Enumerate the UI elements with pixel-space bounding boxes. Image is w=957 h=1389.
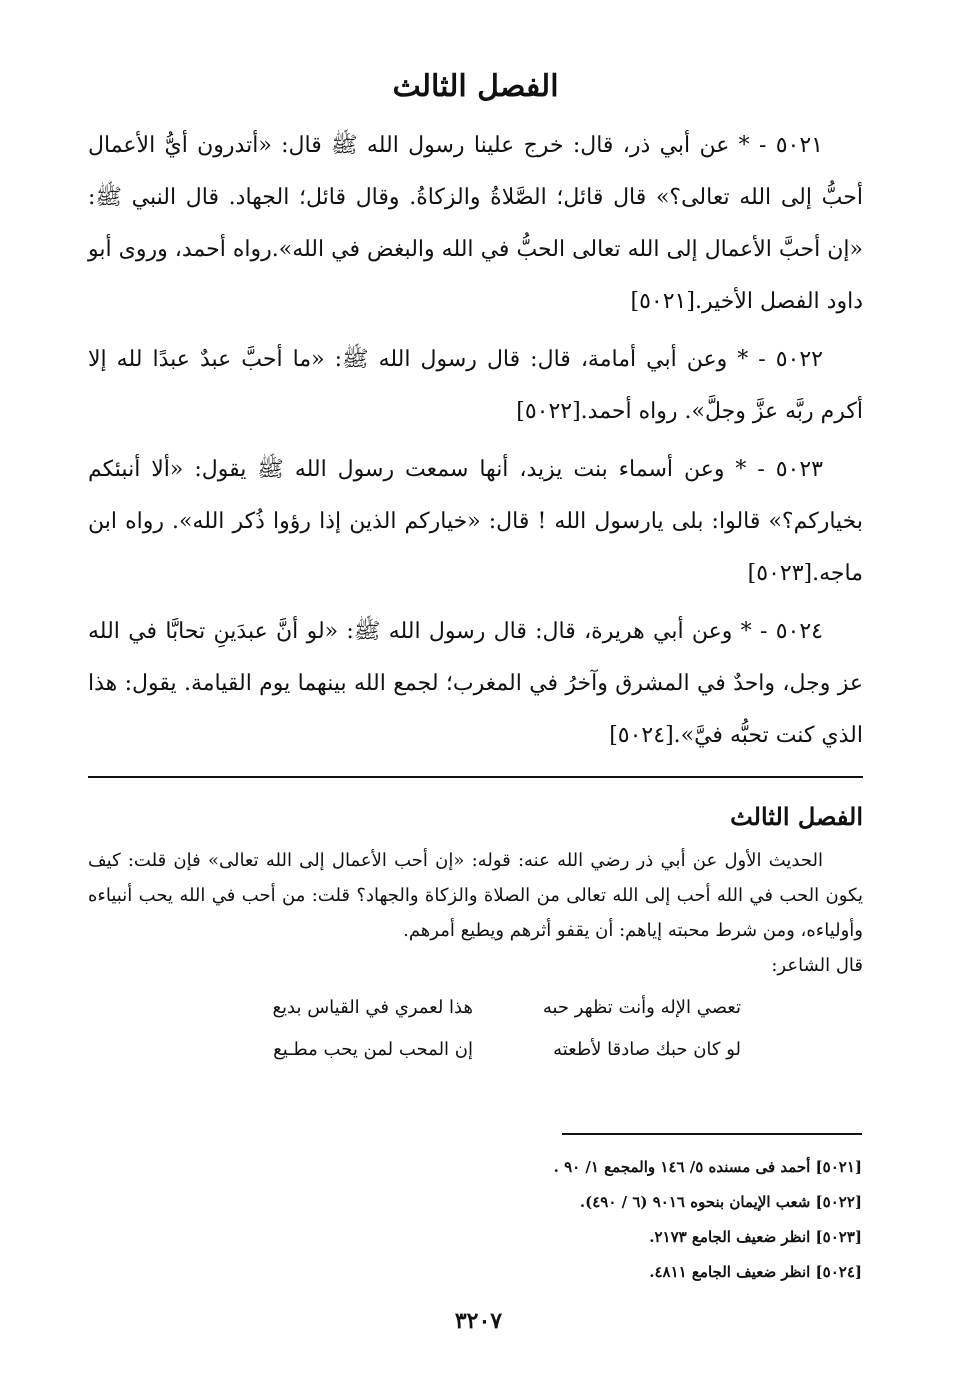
hadith-5021: ٥٠٢١ - * عن أبي ذر، قال: خرج علينا رسول الله ﷺ قال: «أتدرون أيُّ الأعمال أحبُّ إلى الله تعالى؟» قال قائل؛ الصَّلاةُ والزكاةُ. وقال قائل؛ الجهاد. قال النبي ﷺ: «إن أحبَّ الأعمال إلى الله تعالى الحبُّ في الله والبغض في الله».رواه أحمد، وروى أبو داود الفصل الأخير.[٥٠٢١] (88, 133, 863, 314)
commentary-text: الحديث الأول عن أبي ذر رضي الله عنه: قوله: «إن أحب الأعمال إلى الله تعالى» فإن قلت: كيف يكون الحب في الله أحب إلى الله تعالى من الصلاة والزكاة والجهاد؟ قلت: من أحب في الله يحب أنبياءه وأولياءه، ومن شرط محبته إياهم: أن يقفو أثرهم ويطيع أمرهم. (88, 850, 863, 941)
main-text-block (88, 60, 863, 768)
poem-verse-2-first: لو كان حبك صادقا لأطعته (553, 1039, 741, 1060)
page-number: ٣٢٠٧ (454, 1308, 503, 1334)
hadith-5022: ٥٠٢٢ - * وعن أبي أمامة، قال: قال رسول الله ﷺ: «ما أحبَّ عبدٌ عبدًا لله إلا أكرم ربَّه عزَّ وجلَّ». رواه أحمد.[٥٠٢٢] (88, 347, 863, 424)
commentary-section (88, 802, 863, 1093)
footnote-5022: [٥٠٢٢] شعب الإيمان بنحوه ٩٠١٦ (٦ / ٤٩٠). (579, 1193, 862, 1211)
chapter-title: الفصل الثالث (392, 69, 559, 104)
commentary-title: الفصل الثالث (730, 802, 863, 831)
footnote-5024: [٥٠٢٤] انظر ضعيف الجامع ٤٨١١. (649, 1263, 862, 1281)
poem-verse-1-first: تعصي الإله وأنت تظهر حبه (542, 997, 741, 1018)
footnote-5023: [٥٠٢٣] انظر ضعيف الجامع ٢١٧٣. (649, 1228, 862, 1246)
footnote-rule (562, 1133, 862, 1135)
hadith-5023: ٥٠٢٣ - * وعن أسماء بنت يزيد، أنها سمعت رسول الله ﷺ يقول: «ألا أنبئكم بخياركم؟» قالوا: بلى يارسول الله ! قال: «خياركم الذين إذا رؤوا ذُكر الله». رواه ابن ماجه.[٥٠٢٣] (88, 457, 863, 586)
poem (88, 993, 863, 1093)
footnote-5021: [٥٠٢١] أحمد فى مسنده ٥/ ١٤٦ والمجمع ١/ ٩٠ . (553, 1158, 862, 1176)
section-divider (88, 776, 863, 778)
footnotes (342, 1150, 862, 1290)
hadith-5024: ٥٠٢٤ - * وعن أبي هريرة، قال: قال رسول الله ﷺ: «لو أنَّ عبدَينِ تحابَّا في الله عز وجل، واحدٌ في المشرق وآخرُ في المغرب؛ لجمع الله بينهما يوم القيامة. يقول: هذا الذي كنت تحبُّه فيَّ».[٥٠٢٤] (88, 619, 863, 748)
poem-intro: قال الشاعر: (771, 955, 863, 976)
poem-verse-2-second: إن المحب لمن يحب مطـيع (273, 1039, 473, 1060)
poem-verse-1-second: هذا لعمري في القياس بديع (272, 997, 473, 1018)
